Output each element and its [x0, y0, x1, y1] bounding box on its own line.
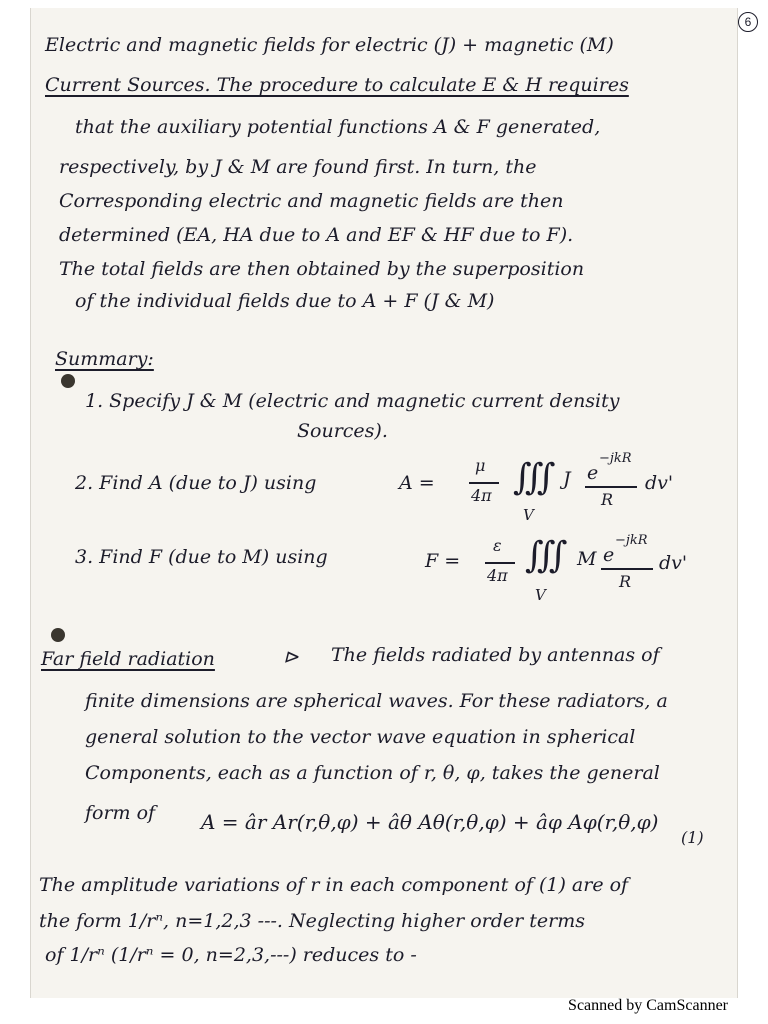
step-3-integrand: M: [577, 548, 597, 570]
far-field-heading: Far field radiation: [41, 648, 215, 670]
intro-line-2: Current Sources. The procedure to calculate E & H requires: [45, 74, 629, 96]
far-field-line-1: The fields radiated by antennas of: [331, 644, 660, 666]
scanner-watermark: Scanned by CamScanner: [568, 997, 728, 1014]
step-3-exp-den: R: [619, 572, 632, 591]
punch-hole: [61, 374, 75, 388]
punch-hole: [51, 628, 65, 642]
step-3-exp-bar: [601, 568, 653, 570]
summary-step-1-cont: Sources).: [297, 420, 388, 442]
step-2-lhs: A =: [399, 472, 435, 494]
step-2-integral: ∭: [513, 457, 556, 498]
step-2-coef-den: 4π: [471, 486, 492, 505]
intro-line-4: respectively, by J & M are found first. In turn, the: [59, 156, 537, 178]
step-3-exp-sup: −jkR: [615, 533, 648, 548]
closing-line-2: the form 1/rⁿ, n=1,2,3 ---. Neglecting higher order terms: [39, 910, 585, 932]
step-3-dv: dv': [659, 552, 688, 574]
intro-line-1: Electric and magnetic fields for electric (J) + magnetic (M): [45, 34, 614, 56]
far-field-line-2: finite dimensions are spherical waves. For these radiators, a: [85, 690, 668, 712]
step-2-dv: dv': [645, 472, 674, 494]
step-2-exp-sup: −jkR: [599, 451, 632, 466]
step-3-coef-num: ε: [493, 536, 502, 555]
step-3-lhs: F =: [425, 550, 461, 572]
step-3-domain: V: [535, 586, 546, 604]
intro-line-8: of the individual fields due to A + F (J & M): [75, 290, 495, 312]
intro-line-3: that the auxiliary potential functions A & F generated,: [75, 116, 601, 138]
step-2-coef-num: μ: [475, 456, 486, 475]
arrow-icon: ⊳: [283, 646, 299, 668]
closing-line-1: The amplitude variations of r in each component of (1) are of: [39, 874, 629, 896]
intro-line-6: determined (EA, HA due to A and EF & HF due to F).: [59, 224, 574, 246]
far-field-equation: A = âr Ar(r,θ,φ) + âθ Aθ(r,θ,φ) + âφ Aφ(r,θ,φ): [201, 810, 659, 834]
intro-line-7: The total fields are then obtained by the superposition: [59, 258, 585, 280]
page-number: 6: [738, 12, 758, 32]
far-field-line-5: form of: [85, 802, 156, 824]
step-3-integral: ∭: [525, 535, 568, 576]
step-3-coef-bar: [485, 562, 515, 564]
step-2-exp-bar: [585, 486, 637, 488]
step-2-exp-den: R: [601, 490, 614, 509]
far-field-line-4: Components, each as a function of r, θ, φ, takes the general: [85, 762, 660, 784]
summary-step-2: 2. Find A (due to J) using: [75, 472, 317, 494]
closing-line-3: of 1/rⁿ (1/rⁿ = 0, n=2,3,---) reduces to -: [45, 944, 417, 966]
summary-step-1: 1. Specify J & M (electric and magnetic current density: [85, 390, 620, 412]
step-2-exp-base: e: [587, 462, 599, 484]
step-3-exp-base: e: [603, 544, 615, 566]
step-2-integrand: J: [563, 468, 571, 490]
step-2-domain: V: [523, 506, 534, 524]
far-field-line-3: general solution to the vector wave equation in spherical: [85, 726, 636, 748]
step-3-coef-den: 4π: [487, 566, 508, 585]
summary-step-3: 3. Find F (due to M) using: [75, 546, 328, 568]
summary-heading: Summary:: [55, 348, 154, 370]
step-2-coef-bar: [469, 482, 499, 484]
intro-line-5: Corresponding electric and magnetic fields are then: [59, 190, 564, 212]
equation-tag: (1): [681, 828, 704, 847]
notebook-page: [30, 8, 752, 998]
